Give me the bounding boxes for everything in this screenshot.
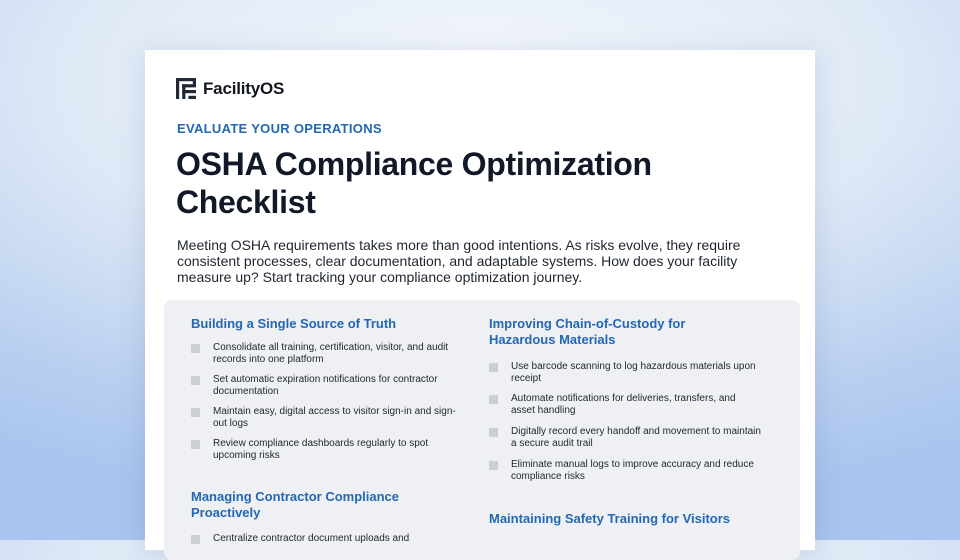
intro-paragraph: Meeting OSHA requirements takes more than good intentions. As risks evolve, they require consistent processes, clear documentation, and adaptable systems. How does your facility measure up? Start tracking your compliance optimization journey. (177, 237, 741, 285)
checklist-item (489, 393, 769, 417)
checklist-item (489, 459, 769, 483)
checklist-item-text: Review compliance dashboards regularly to spot upcoming risks (213, 438, 429, 461)
section-heading-single-source: Building a Single Source of Truth (191, 316, 397, 331)
checklist-item (191, 438, 471, 462)
section-heading-visitor-training: Maintaining Safety Training for Visitors (489, 511, 731, 526)
checklist-panel (164, 300, 800, 560)
page-title: OSHA Compliance Optimization Checklist (176, 146, 652, 220)
brand-logo (176, 78, 284, 99)
checklist-item-text: Digitally record every handoff and movement to maintain a secure audit trail (511, 426, 761, 449)
checkbox[interactable] (489, 461, 498, 470)
checkbox[interactable] (191, 376, 200, 385)
checkbox[interactable] (489, 395, 498, 404)
checkbox[interactable] (191, 344, 200, 353)
checklist-item-text: Centralize contractor document uploads and (213, 533, 410, 544)
checklist-item (191, 406, 471, 430)
checklist-item-text: Eliminate manual logs to improve accuracy and reduce compliance risks (511, 459, 754, 482)
checkbox[interactable] (489, 363, 498, 372)
checklist-item (191, 342, 471, 366)
checkbox[interactable] (489, 428, 498, 437)
section-heading-chain-of-custody: Improving Chain-of-Custody for Hazardous Materials (489, 316, 686, 347)
checklist-item-text: Maintain easy, digital access to visitor sign-in and sign-out logs (213, 406, 456, 429)
section-heading-contractor: Managing Contractor Compliance Proactively (191, 489, 400, 520)
brand-name: FacilityOS (203, 78, 285, 98)
checklist-item (489, 426, 769, 450)
eyebrow-label: EVALUATE YOUR OPERATIONS (177, 121, 382, 136)
checkbox[interactable] (191, 440, 200, 449)
facilityos-logo-icon (176, 78, 196, 99)
checklist-item-text: Automate notifications for deliveries, transfers, and asset handling (511, 393, 736, 416)
checklist-item-text: Use barcode scanning to log hazardous materials upon receipt (511, 361, 756, 384)
checklist-item-text: Set automatic expiration notifications for contractor documentation (213, 374, 438, 397)
checklist-item (191, 533, 471, 545)
checklist-item (489, 361, 769, 385)
checklist-document (145, 50, 815, 550)
checklist-item-text: Consolidate all training, certification, visitor, and audit records into one platform (213, 342, 449, 365)
checklist-item (191, 374, 471, 398)
checkbox[interactable] (191, 408, 200, 417)
